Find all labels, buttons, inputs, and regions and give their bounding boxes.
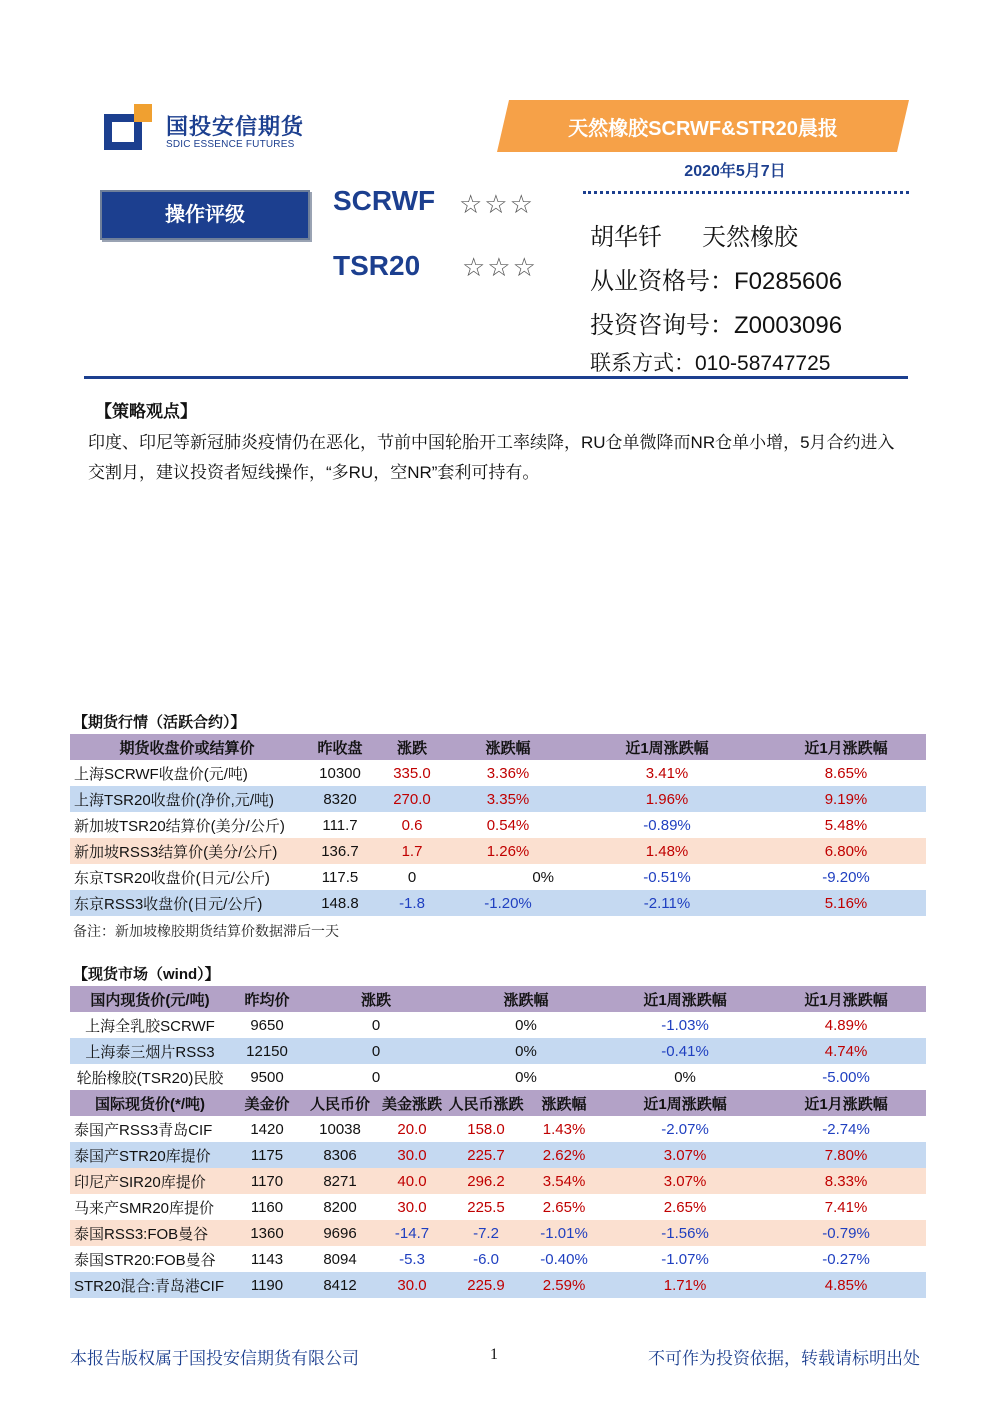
column-header: 涨跌 <box>376 734 448 760</box>
banner-title: 天然橡胶SCRWF&STR20晨报 <box>568 118 838 140</box>
cell-rmb: 8306 <box>304 1142 376 1168</box>
cell-pct: 0% <box>448 864 568 890</box>
cell-pct: 2.65% <box>524 1194 604 1220</box>
company-logo <box>104 100 344 156</box>
row-name: 新加坡RSS3结算价(美分/公斤) <box>70 838 304 864</box>
logo-chinese-name: 国投安信期货 <box>166 114 305 139</box>
column-header: 美金价 <box>230 1090 304 1116</box>
cell-usd-change: -14.7 <box>376 1220 448 1246</box>
futures-note: 备注：新加坡橡胶期货结算价数据滞后一天 <box>73 923 339 939</box>
cell-change: 0 <box>304 1012 448 1038</box>
spot-section-title: 【现货市场（wind）】 <box>73 966 220 983</box>
cell-usd: 1360 <box>230 1220 304 1246</box>
cell-week: -0.51% <box>568 864 766 890</box>
report-banner <box>497 100 909 152</box>
cell-change: 1.7 <box>376 838 448 864</box>
column-header: 昨收盘 <box>304 734 376 760</box>
cell-week: -1.07% <box>604 1246 766 1272</box>
cell-week: 0% <box>604 1064 766 1090</box>
cell-week: 3.07% <box>604 1142 766 1168</box>
table-header-row <box>70 986 926 1012</box>
row-name: 泰国RSS3:FOB曼谷 <box>70 1220 230 1246</box>
cell-week: -2.11% <box>568 890 766 916</box>
cell-week: 1.71% <box>604 1272 766 1298</box>
cell-month: -0.79% <box>766 1220 926 1246</box>
row-name: 上海TSR20收盘价(净价,元/吨) <box>70 786 304 812</box>
table-row <box>70 1116 926 1142</box>
table-row <box>70 1012 926 1038</box>
table-row <box>70 1142 926 1168</box>
cell-usd: 1143 <box>230 1246 304 1272</box>
cell-rmb: 8271 <box>304 1168 376 1194</box>
cell-usd: 1190 <box>230 1272 304 1298</box>
column-header: 昨均价 <box>230 986 304 1012</box>
cell-rmb-change: -6.0 <box>448 1246 524 1272</box>
table-row <box>70 1272 926 1298</box>
cell-usd-change: 30.0 <box>376 1194 448 1220</box>
cell-usd-change: -5.3 <box>376 1246 448 1272</box>
cell-month: -9.20% <box>766 864 926 890</box>
table-row <box>70 812 926 838</box>
table-row <box>70 1194 926 1220</box>
cell-usd-change: 40.0 <box>376 1168 448 1194</box>
column-header: 涨跌 <box>304 986 448 1012</box>
spot-table <box>70 986 926 1298</box>
cell-week: -1.56% <box>604 1220 766 1246</box>
cell-pct: 3.35% <box>448 786 568 812</box>
cell-pct: -1.20% <box>448 890 568 916</box>
rating-code-scrwf: SCRWF <box>333 185 436 216</box>
table-row <box>70 1220 926 1246</box>
footer-disclaimer: 不可作为投资依据，转载请标明出处 <box>648 1349 920 1368</box>
column-header: 人民币涨跌 <box>448 1090 524 1116</box>
row-name: 印尼产SIR20库提价 <box>70 1168 230 1194</box>
cell-rmb-change: -7.2 <box>448 1220 524 1246</box>
table-header-row <box>70 734 926 760</box>
cell-month: 5.48% <box>766 812 926 838</box>
table-row <box>70 864 926 890</box>
cell-rmb-change: 296.2 <box>448 1168 524 1194</box>
cell-close: 8320 <box>304 786 376 812</box>
analyst-consulting-id: 投资咨询号：Z0003096 <box>590 312 843 339</box>
cell-week: -2.07% <box>604 1116 766 1142</box>
cell-rmb: 8412 <box>304 1272 376 1298</box>
column-header: 近1月涨跌幅 <box>766 734 926 760</box>
rating-code-tsr20: TSR20 <box>333 250 421 281</box>
dotted-divider <box>583 191 909 194</box>
cell-rmb: 10038 <box>304 1116 376 1142</box>
cell-rmb: 8200 <box>304 1194 376 1220</box>
cell-pct: 2.62% <box>524 1142 604 1168</box>
logo-mark-icon <box>104 104 152 150</box>
cell-usd: 1160 <box>230 1194 304 1220</box>
table-row <box>70 1038 926 1064</box>
cell-change: -1.8 <box>376 890 448 916</box>
column-header: 近1月涨跌幅 <box>766 1090 926 1116</box>
cell-avg: 9500 <box>230 1064 304 1090</box>
cell-pct: 3.54% <box>524 1168 604 1194</box>
column-header: 国际现货价(*/吨) <box>70 1090 230 1116</box>
cell-usd-change: 30.0 <box>376 1272 448 1298</box>
cell-close: 117.5 <box>304 864 376 890</box>
cell-close: 10300 <box>304 760 376 786</box>
cell-pct: 1.26% <box>448 838 568 864</box>
cell-change: 270.0 <box>376 786 448 812</box>
cell-change: 0 <box>304 1038 448 1064</box>
cell-usd: 1420 <box>230 1116 304 1142</box>
column-header: 国内现货价(元/吨) <box>70 986 230 1012</box>
footer-copyright: 本报告版权属于国投安信期货有限公司 <box>70 1349 359 1368</box>
report-date: 2020年5月7日 <box>684 163 786 180</box>
header-rule <box>84 376 908 379</box>
cell-close: 111.7 <box>304 812 376 838</box>
cell-week: 1.48% <box>568 838 766 864</box>
row-name: 上海SCRWF收盘价(元/吨) <box>70 760 304 786</box>
cell-pct: 0% <box>448 1064 604 1090</box>
table-row <box>70 838 926 864</box>
cell-close: 148.8 <box>304 890 376 916</box>
cell-month: 7.80% <box>766 1142 926 1168</box>
cell-pct: 3.36% <box>448 760 568 786</box>
cell-rmb: 9696 <box>304 1220 376 1246</box>
cell-usd: 1170 <box>230 1168 304 1194</box>
cell-month: 9.19% <box>766 786 926 812</box>
cell-change: 0.6 <box>376 812 448 838</box>
cell-pct: 0% <box>448 1038 604 1064</box>
logo-english-name: SDIC ESSENCE FUTURES <box>166 139 295 150</box>
column-header: 近1周涨跌幅 <box>568 734 766 760</box>
column-header: 期货收盘价或结算价 <box>70 734 304 760</box>
strategy-body: 印度、印尼等新冠肺炎疫情仍在恶化，节前中国轮胎开工率续降，RU仓单微降而NR仓单小增，5月合约进入交割月，建议投资者短线操作，“多RU，空NR”套利可持有。 <box>88 433 895 482</box>
column-header: 人民币价 <box>304 1090 376 1116</box>
cell-rmb-change: 225.7 <box>448 1142 524 1168</box>
column-header: 涨跌幅 <box>448 734 568 760</box>
cell-week: -0.89% <box>568 812 766 838</box>
cell-usd: 1175 <box>230 1142 304 1168</box>
row-name: STR20混合:青岛港CIF <box>70 1272 230 1298</box>
cell-avg: 12150 <box>230 1038 304 1064</box>
cell-pct: 0.54% <box>448 812 568 838</box>
cell-pct: -0.40% <box>524 1246 604 1272</box>
cell-month: 4.85% <box>766 1272 926 1298</box>
row-name: 泰国STR20:FOB曼谷 <box>70 1246 230 1272</box>
rating-stars-tsr20: ☆☆☆ <box>462 252 538 282</box>
cell-month: 7.41% <box>766 1194 926 1220</box>
cell-avg: 9650 <box>230 1012 304 1038</box>
table-row <box>70 1246 926 1272</box>
cell-month: -5.00% <box>766 1064 926 1090</box>
cell-week: -1.03% <box>604 1012 766 1038</box>
table-row <box>70 1064 926 1090</box>
cell-change: 335.0 <box>376 760 448 786</box>
analyst-name: 胡华钎 天然橡胶 <box>590 224 799 251</box>
cell-month: 4.74% <box>766 1038 926 1064</box>
row-name: 泰国产RSS3青岛CIF <box>70 1116 230 1142</box>
page-number: 1 <box>490 1346 498 1363</box>
column-header: 涨跌幅 <box>448 986 604 1012</box>
rating-label-box <box>100 190 310 240</box>
analyst-contact: 联系方式：010-58747725 <box>590 352 831 375</box>
cell-usd-change: 30.0 <box>376 1142 448 1168</box>
cell-change: 0 <box>304 1064 448 1090</box>
strategy-title: 【策略观点】 <box>95 402 197 421</box>
table-header-row <box>70 1090 926 1116</box>
rating-label: 操作评级 <box>165 204 245 226</box>
table-row <box>70 786 926 812</box>
cell-rmb-change: 158.0 <box>448 1116 524 1142</box>
rating-stars-scrwf: ☆☆☆ <box>459 189 535 219</box>
row-name: 东京RSS3收盘价(日元/公斤) <box>70 890 304 916</box>
column-header: 美金涨跌 <box>376 1090 448 1116</box>
cell-month: -0.27% <box>766 1246 926 1272</box>
cell-week: 2.65% <box>604 1194 766 1220</box>
column-header: 近1周涨跌幅 <box>604 986 766 1012</box>
cell-month: 4.89% <box>766 1012 926 1038</box>
column-header: 近1周涨跌幅 <box>604 1090 766 1116</box>
row-name: 泰国产STR20库提价 <box>70 1142 230 1168</box>
cell-month: 5.16% <box>766 890 926 916</box>
cell-month: -2.74% <box>766 1116 926 1142</box>
row-name: 东京TSR20收盘价(日元/公斤) <box>70 864 304 890</box>
cell-week: 3.41% <box>568 760 766 786</box>
cell-week: -0.41% <box>604 1038 766 1064</box>
column-header: 涨跌幅 <box>524 1090 604 1116</box>
row-name: 轮胎橡胶(TSR20)民胶 <box>70 1064 230 1090</box>
cell-week: 3.07% <box>604 1168 766 1194</box>
table-row <box>70 1168 926 1194</box>
column-header: 近1月涨跌幅 <box>766 986 926 1012</box>
row-name: 马来产SMR20库提价 <box>70 1194 230 1220</box>
cell-pct: -1.01% <box>524 1220 604 1246</box>
cell-rmb: 8094 <box>304 1246 376 1272</box>
table-row <box>70 890 926 916</box>
row-name: 新加坡TSR20结算价(美分/公斤) <box>70 812 304 838</box>
row-name: 上海泰三烟片RSS3 <box>70 1038 230 1064</box>
cell-month: 8.65% <box>766 760 926 786</box>
cell-week: 1.96% <box>568 786 766 812</box>
analyst-qualification: 从业资格号：F0285606 <box>590 268 843 295</box>
futures-section-title: 【期货行情（活跃合约）】 <box>73 714 246 731</box>
table-row <box>70 760 926 786</box>
cell-usd-change: 20.0 <box>376 1116 448 1142</box>
cell-month: 8.33% <box>766 1168 926 1194</box>
cell-rmb-change: 225.5 <box>448 1194 524 1220</box>
futures-table <box>70 734 926 916</box>
cell-close: 136.7 <box>304 838 376 864</box>
cell-pct: 2.59% <box>524 1272 604 1298</box>
cell-rmb-change: 225.9 <box>448 1272 524 1298</box>
cell-change: 0 <box>376 864 448 890</box>
cell-pct: 1.43% <box>524 1116 604 1142</box>
row-name: 上海全乳胶SCRWF <box>70 1012 230 1038</box>
cell-month: 6.80% <box>766 838 926 864</box>
cell-pct: 0% <box>448 1012 604 1038</box>
